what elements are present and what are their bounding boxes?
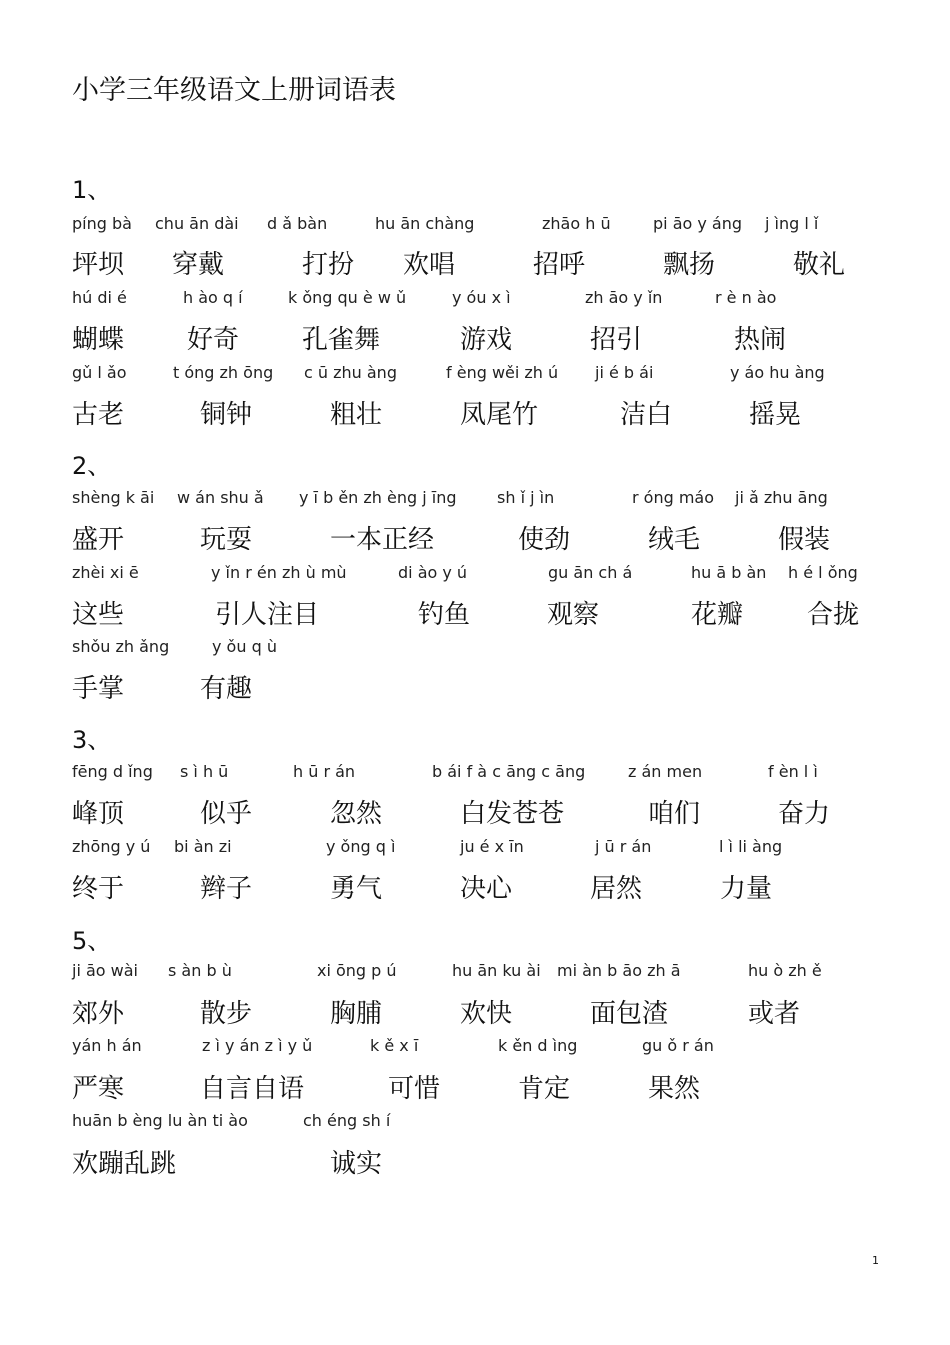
vocab-word: 这些 <box>72 600 125 630</box>
section-label: 3、 <box>72 726 112 754</box>
vocab-word: 有趣 <box>200 674 253 704</box>
vocab-word: 打扮 <box>302 250 355 280</box>
vocab-word: 欢快 <box>460 999 513 1029</box>
pinyin-text: k ǒng qu è w ǔ <box>288 288 407 307</box>
vocab-word: 果然 <box>648 1074 701 1104</box>
pinyin-text: y ī b ěn zh èng j īng <box>299 488 457 507</box>
vocab-word: 似乎 <box>200 799 253 829</box>
vocab-word: 引人注目 <box>215 600 320 630</box>
vocab-word: 奋力 <box>778 799 831 829</box>
pinyin-text: chu ān dài <box>155 214 239 233</box>
vocab-word: 粗壮 <box>330 400 383 430</box>
vocab-word: 飘扬 <box>663 250 716 280</box>
vocab-word: 峰顶 <box>72 799 125 829</box>
pinyin-text: y óu x ì <box>452 288 511 307</box>
page-number: 1 <box>872 1254 879 1267</box>
pinyin-text: hu ān chàng <box>375 214 475 233</box>
vocab-word: 热闹 <box>734 325 787 355</box>
pinyin-text: l ì li àng <box>719 837 783 856</box>
pinyin-text: ji āo wài <box>72 961 138 980</box>
pinyin-text: z ì y án z ì y ǔ <box>202 1036 313 1055</box>
vocab-word: 古老 <box>72 400 125 430</box>
vocab-word: 观察 <box>547 600 600 630</box>
section-label: 2、 <box>72 452 112 480</box>
vocab-word: 自言自语 <box>200 1074 305 1104</box>
vocab-word: 凤尾竹 <box>460 400 539 430</box>
pinyin-text: píng bà <box>72 214 132 233</box>
pinyin-text: b ái f à c āng c āng <box>432 762 586 781</box>
pinyin-text: gu ǒ r án <box>642 1036 714 1055</box>
vocab-word: 蝴蝶 <box>72 325 125 355</box>
pinyin-text: f èng wěi zh ú <box>446 363 559 382</box>
vocab-word: 辫子 <box>200 874 253 904</box>
pinyin-text: sh ǐ j ìn <box>497 488 555 507</box>
vocab-word: 决心 <box>460 874 513 904</box>
pinyin-text: hu ā b àn <box>691 563 767 582</box>
vocab-word: 使劲 <box>518 525 571 555</box>
vocab-word: 钓鱼 <box>418 600 471 630</box>
pinyin-text: pi āo y áng <box>653 214 743 233</box>
pinyin-text: yán h án <box>72 1036 142 1055</box>
pinyin-text: s ì h ū <box>180 762 229 781</box>
pinyin-text: bi àn zi <box>174 837 232 856</box>
vocab-word: 欢唱 <box>403 250 456 280</box>
pinyin-text: xi ōng p ú <box>317 961 397 980</box>
pinyin-text: gǔ l ǎo <box>72 363 127 382</box>
pinyin-text: h é l ǒng <box>788 563 858 582</box>
pinyin-text: di ào y ú <box>398 563 468 582</box>
vocab-word: 忽然 <box>330 799 383 829</box>
pinyin-text: shǒu zh ǎng <box>72 637 170 656</box>
pinyin-text: y ǒu q ù <box>212 637 277 656</box>
vocab-word: 摇晃 <box>749 400 802 430</box>
pinyin-text: s àn b ù <box>168 961 232 980</box>
pinyin-text: k ě x ī <box>370 1036 419 1055</box>
pinyin-text: hú di é <box>72 288 127 307</box>
pinyin-text: c ū zhu àng <box>304 363 397 382</box>
pinyin-text: h ào q í <box>183 288 243 307</box>
vocab-word: 白发苍苍 <box>460 799 565 829</box>
vocab-word: 居然 <box>590 874 643 904</box>
vocab-word: 郊外 <box>72 999 125 1029</box>
vocab-word: 绒毛 <box>648 525 701 555</box>
pinyin-text: w án shu ǎ <box>177 488 264 507</box>
pinyin-text: y ǐn r én zh ù mù <box>211 563 347 582</box>
vocab-word: 孔雀舞 <box>302 325 381 355</box>
vocab-word: 铜钟 <box>200 400 253 430</box>
pinyin-text: shèng k āi <box>72 488 155 507</box>
vocab-word: 肯定 <box>518 1074 571 1104</box>
pinyin-text: j ū r án <box>595 837 652 856</box>
pinyin-text: huān b èng lu àn ti ào <box>72 1111 248 1130</box>
page-title: 小学三年级语文上册词语表 <box>72 75 396 106</box>
pinyin-text: ch éng sh í <box>303 1111 391 1130</box>
pinyin-text: ji é b ái <box>595 363 654 382</box>
pinyin-text: ju é x īn <box>460 837 524 856</box>
pinyin-text: hu ò zh ě <box>748 961 822 980</box>
pinyin-text: gu ān ch á <box>548 563 633 582</box>
pinyin-text: t óng zh ōng <box>173 363 274 382</box>
vocab-word: 欢蹦乱跳 <box>72 1149 177 1179</box>
pinyin-text: z án men <box>628 762 703 781</box>
vocab-word: 手掌 <box>72 674 125 704</box>
vocab-word: 招引 <box>590 325 643 355</box>
vocab-word: 或者 <box>748 999 801 1029</box>
pinyin-text: fēng d ǐng <box>72 762 153 781</box>
vocab-word: 洁白 <box>620 400 673 430</box>
pinyin-text: j ìng l ǐ <box>765 214 819 233</box>
pinyin-text: zhōng y ú <box>72 837 151 856</box>
pinyin-text: hu ān ku ài <box>452 961 541 980</box>
vocab-word: 可惜 <box>388 1074 441 1104</box>
pinyin-text: y ǒng q ì <box>326 837 396 856</box>
vocab-word: 敬礼 <box>793 250 846 280</box>
vocab-word: 勇气 <box>330 874 383 904</box>
vocab-word: 花瓣 <box>691 600 744 630</box>
vocab-word: 游戏 <box>460 325 513 355</box>
pinyin-text: f èn l ì <box>768 762 818 781</box>
vocab-word: 诚实 <box>330 1149 383 1179</box>
vocab-word: 胸脯 <box>330 999 383 1029</box>
section-label: 5、 <box>72 927 112 955</box>
pinyin-text: r è n ào <box>715 288 777 307</box>
vocab-word: 严寒 <box>72 1074 125 1104</box>
vocab-word: 一本正经 <box>330 525 435 555</box>
pinyin-text: mi àn b āo zh ā <box>557 961 681 980</box>
vocab-word: 招呼 <box>533 250 586 280</box>
pinyin-text: h ū r án <box>293 762 356 781</box>
pinyin-text: zh āo y ǐn <box>585 288 663 307</box>
pinyin-text: k ěn d ìng <box>498 1036 578 1055</box>
vocab-word: 面包渣 <box>590 999 669 1029</box>
vocab-word: 好奇 <box>187 325 240 355</box>
pinyin-text: zhāo h ū <box>542 214 611 233</box>
vocab-word: 假装 <box>778 525 831 555</box>
pinyin-text: ji ǎ zhu āng <box>735 488 828 507</box>
section-label: 1、 <box>72 176 112 204</box>
vocab-word: 合拢 <box>807 600 860 630</box>
vocab-word: 盛开 <box>72 525 125 555</box>
pinyin-text: d ǎ bàn <box>267 214 328 233</box>
vocab-word: 玩耍 <box>200 525 253 555</box>
vocab-word: 力量 <box>720 874 773 904</box>
pinyin-text: r óng máo <box>632 488 715 507</box>
vocab-word: 散步 <box>200 999 253 1029</box>
vocab-word: 终于 <box>72 874 125 904</box>
pinyin-text: zhèi xi ē <box>72 563 139 582</box>
vocab-word: 坪坝 <box>72 250 125 280</box>
pinyin-text: y áo hu àng <box>730 363 825 382</box>
vocab-word: 穿戴 <box>172 250 225 280</box>
vocab-word: 咱们 <box>648 799 701 829</box>
